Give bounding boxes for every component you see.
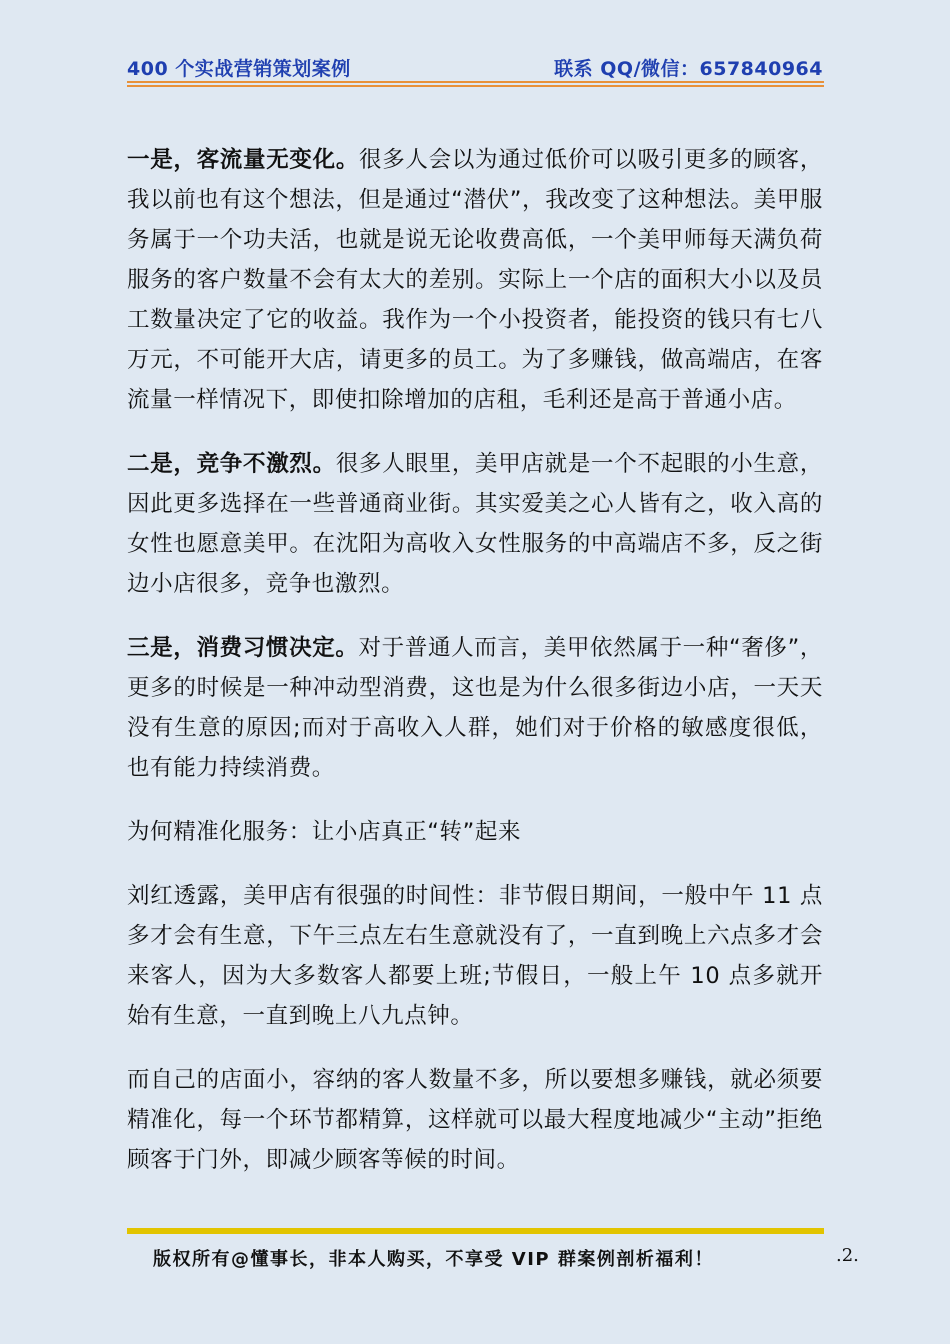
paragraph-text: 而自己的店面小，容纳的客人数量不多，所以要想多赚钱，就必须要精准化，每一个环节都精算，这样就可以最大程度地减少“主动”拒绝顾客于门外，即减少顾客等候的时间。 [127, 1067, 823, 1173]
header-rule-thin [127, 85, 824, 87]
header-contact: 联系 QQ/微信：657840964 [554, 58, 823, 80]
header-rule [127, 81, 824, 83]
page-header [127, 54, 823, 80]
paragraph-5 [127, 1060, 823, 1180]
heading-text: 为何精准化服务：让小店真正“转”起来 [127, 819, 522, 845]
paragraph-text: 很多人眼里，美甲店就是一个不起眼的小生意，因此更多选择在一些普通商业街。其实爱美之心人皆有之，收入高的女性也愿意美甲。在沈阳为高收入女性服务的中高端店不多，反之街边小店很多，竞争也激烈。 [127, 451, 823, 597]
paragraph-2 [127, 444, 823, 604]
header-title: 400 个实战营销策划案例 [127, 58, 351, 80]
paragraph-lead: 一是，客流量无变化。 [127, 147, 360, 173]
paragraph-text: 对于普通人而言，美甲依然属于一种“奢侈”，更多的时候是一种冲动型消费，这也是为什么很多街边小店，一天天没有生意的原因;而对于高收入人群，她们对于价格的敏感度很低，也有能力持续消费。 [127, 635, 823, 781]
paragraph-3 [127, 628, 823, 788]
paragraph-text: 刘红透露，美甲店有很强的时间性：非节假日期间，一般中午 11 点多才会有生意，下午三点左右生意就没有了，一直到晚上六点多才会来客人，因为大多数客人都要上班;节假日，一般上午 10 点多就开始有生意，一直到晚上八九点钟。 [127, 883, 823, 1029]
paragraph-4 [127, 876, 823, 1036]
footer-rule [127, 1228, 824, 1234]
paragraph-text: 很多人会以为通过低价可以吸引更多的顾客，我以前也有这个想法，但是通过“潜伏”，我改变了这种想法。美甲服务属于一个功夫活，也就是说无论收费高低，一个美甲师每天满负荷服务的客户数量不会有太大的差别。实际上一个店的面积大小以及员工数量决定了它的收益。我作为一个小投资者，能投资的钱只有七八万元，不可能开大店，请更多的员工。为了多赚钱，做高端店，在客流量一样情况下，即使扣除增加的店租，毛利还是高于普通小店。 [127, 147, 823, 413]
page-number: .2. [836, 1245, 859, 1266]
article-body [127, 140, 823, 1204]
paragraph-1 [127, 140, 823, 420]
footer-copyright: 版权所有@懂事长，非本人购买，不享受 VIP 群案例剖析福利！ [153, 1249, 714, 1270]
section-heading [127, 812, 823, 852]
paragraph-lead: 三是，消费习惯决定。 [127, 635, 359, 661]
paragraph-lead: 二是，竞争不激烈。 [127, 451, 336, 477]
